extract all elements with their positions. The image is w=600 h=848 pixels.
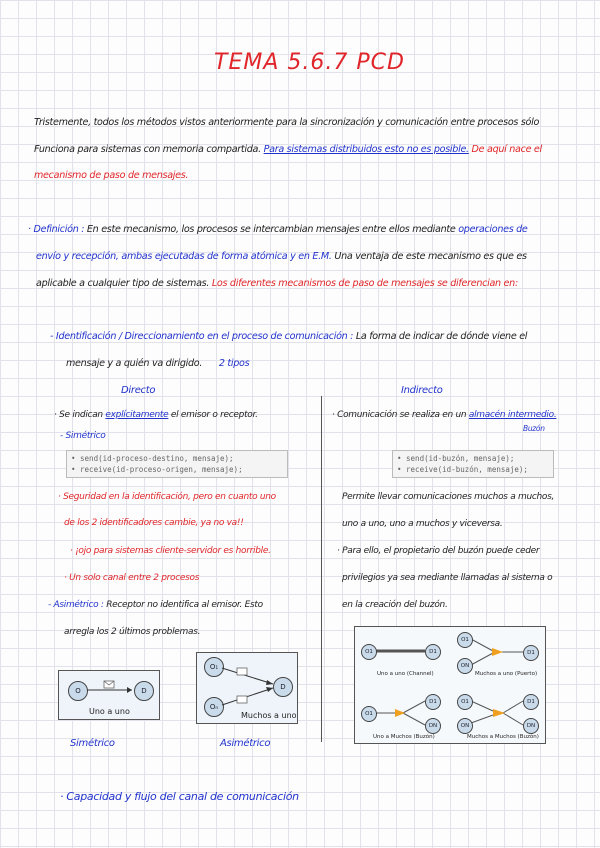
- identificacion-text-1: La forma de indicar de dónde viene el: [355, 331, 528, 342]
- page-title: TEMA 5.6.7 PCD: [214, 50, 405, 75]
- definicion-line-3: [36, 278, 518, 289]
- asimetrico-text-1: Receptor no identifica al emisor. Esto: [106, 600, 263, 610]
- panel-3-caption: Uno a Muchos (Buzón): [373, 734, 435, 740]
- indirecto-header: Indirecto: [401, 385, 443, 396]
- directo-bullet-3: · Un solo canal entre 2 procesos: [64, 573, 200, 583]
- panel-2-caption: Muchos a uno (Puerto): [475, 671, 538, 677]
- p4-node-o1: O1: [457, 694, 473, 710]
- p3-node-o1: O1: [361, 706, 377, 722]
- caption-simetrico: Simétrico: [70, 738, 115, 749]
- panel-1-caption: Uno a uno (Channel): [377, 671, 434, 677]
- indirecto-p4: privilegios ya sea mediante llamadas al sistema o: [342, 573, 553, 583]
- indirecto-p3: · Para ello, el propietario del buzón puede ceder: [337, 546, 540, 556]
- simetrico-label: - Simétrico: [60, 431, 106, 441]
- panel-4-caption: Muchos a Muchos (Buzón): [467, 734, 539, 740]
- node-destination: D: [273, 677, 293, 697]
- asimetrico-label: - Asimétrico :: [48, 600, 104, 610]
- p2-node-d1: D1: [523, 645, 539, 661]
- diagram-indirecto: [354, 626, 546, 744]
- indirecto-code-box: [392, 450, 554, 478]
- directo-code-send: • send(id-proceso-destino, mensaje);: [71, 454, 234, 463]
- intro-line-2b: Para sistemas distribuidos esto no es posible.: [263, 144, 469, 155]
- mailbox-icon: [492, 648, 503, 656]
- indirecto-code-receive: • receive(id-buzón, mensaje);: [397, 465, 528, 474]
- identificacion-tipos: 2 tipos: [218, 358, 250, 369]
- intro-line-2a: Funciona para sistemas con memoria compartida.: [34, 144, 261, 155]
- asimetrico-text-2: arregla los 2 últimos problemas.: [64, 627, 201, 637]
- intro-line-1: Tristemente, todos los métodos vistos anteriormente para la sincronización y comunicación entre procesos sólo: [34, 117, 540, 128]
- p4-node-d1: D1: [523, 694, 539, 710]
- directo-seg-1: · Seguridad en la identificación, pero en cuanto uno: [58, 492, 276, 502]
- definicion-line-1a: En este mecanismo, los procesos se intercambian mensajes entre ellos mediante: [86, 224, 456, 235]
- directo-line-1: [54, 410, 258, 420]
- indirecto-line-1a: · Comunicación se realiza en un: [332, 410, 467, 420]
- definicion-line-2: [36, 251, 527, 262]
- indirecto-p2: uno a uno, uno a muchos y viceversa.: [342, 519, 503, 529]
- indirecto-code-send: • send(id-buzón, mensaje);: [397, 454, 515, 463]
- indirecto-diagram-lines: [355, 627, 545, 743]
- node-origin-1: O₁: [204, 657, 224, 677]
- indirecto-p1: Permite llevar comunicaciones muchos a muchos,: [342, 492, 555, 502]
- p2-node-on: ON: [457, 658, 473, 674]
- buzon-label: Buzón: [523, 424, 545, 433]
- caption-asimetrico: Asimétrico: [220, 738, 271, 749]
- directo-line-1c: el emisor o receptor.: [170, 410, 258, 420]
- mailbox-icon: [493, 709, 505, 717]
- identificacion-line-2: [66, 358, 249, 369]
- column-divider: [321, 396, 322, 742]
- identificacion-text-2: mensaje y a quién va dirigido.: [66, 358, 203, 369]
- intro-line-2: [34, 144, 542, 155]
- diagram-1-caption: Uno a uno: [89, 707, 130, 716]
- diagram-muchos-a-uno: [196, 652, 298, 724]
- intro-line-2c: De aquí nace el: [471, 144, 542, 155]
- directo-bullet-2: · ¡ojo para sistemas cliente-servidor es horrible.: [70, 546, 271, 556]
- mailbox-icon: [395, 709, 405, 717]
- directo-line-1b: explícitamente: [105, 410, 169, 420]
- definicion-line-2b: Una ventaja de este mecanismo es que es: [334, 251, 527, 262]
- diagram-uno-a-uno: [58, 670, 160, 720]
- intro-line-3: mecanismo de paso de mensajes.: [34, 170, 189, 181]
- p4-node-dn: DN: [523, 718, 539, 734]
- envelope-icon: [237, 696, 247, 703]
- definicion-label: · Definición :: [28, 224, 85, 235]
- identificacion-line-1: [50, 331, 527, 342]
- footer-heading: · Capacidad y flujo del canal de comunicación: [60, 790, 299, 803]
- directo-code-receive: • receive(id-proceso-origen, mensaje);: [71, 465, 243, 474]
- p3-node-dn: DN: [425, 718, 441, 734]
- p2-node-o1: O1: [457, 632, 473, 648]
- definicion-line-1b: operaciones de: [458, 224, 528, 235]
- indirecto-p5: en la creación del buzón.: [342, 600, 448, 610]
- node-origin: O: [68, 681, 88, 701]
- node-destination: D: [134, 681, 154, 701]
- definicion-line-3a: aplicable a cualquier tipo de sistemas.: [36, 278, 210, 289]
- definicion-line-3b: Los diferentes mecanismos de paso de mensajes se diferencian en:: [211, 278, 518, 289]
- envelope-icon: [237, 668, 247, 675]
- indirecto-line-1: [332, 410, 556, 420]
- directo-code-box: [66, 450, 288, 478]
- node-origin-n: Oₙ: [204, 697, 224, 717]
- directo-header: Directo: [121, 385, 156, 396]
- definicion-line-1: [28, 224, 528, 235]
- p3-node-d1: D1: [425, 694, 441, 710]
- p4-node-on: ON: [457, 718, 473, 734]
- indirecto-line-1b: almacén intermedio.: [468, 410, 557, 420]
- directo-seg-2: de los 2 identificadores cambie, ya no va!!: [64, 518, 244, 528]
- definicion-line-2a: envío y recepción, ambas ejecutadas de forma atómica y en E.M.: [36, 251, 332, 262]
- identificacion-label: - Identificación / Direccionamiento en el proceso de comunicación :: [50, 331, 354, 342]
- diagram-2-caption: Muchos a uno: [241, 711, 297, 720]
- p1-node-d1: D1: [425, 644, 441, 660]
- p1-node-o1: O1: [361, 644, 377, 660]
- directo-line-1a: · Se indican: [54, 410, 103, 420]
- asimetrico-line-1: [48, 600, 263, 610]
